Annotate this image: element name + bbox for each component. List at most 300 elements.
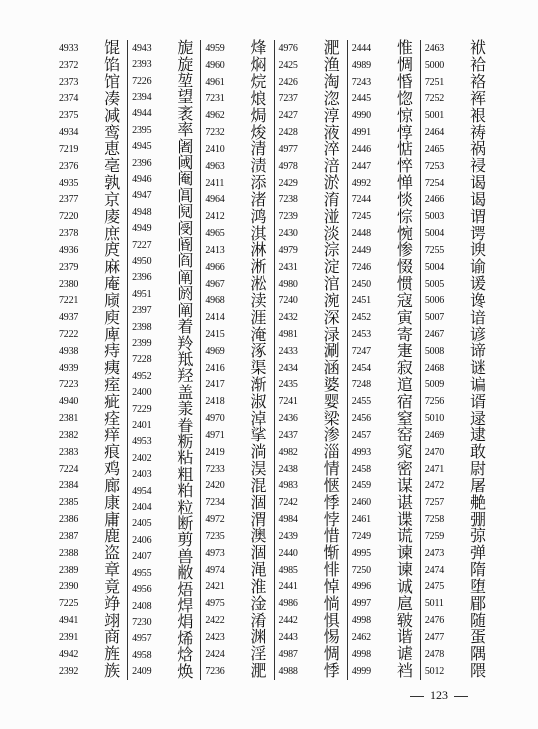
table-row (425, 461, 489, 478)
table-row (59, 475, 123, 495)
code-number: 2377 (59, 194, 79, 206)
character: 庼 (104, 290, 121, 310)
code-number: 2416 (205, 362, 225, 374)
code-number: 2434 (278, 362, 298, 374)
character: 情 (323, 459, 340, 479)
code-number: 4946 (132, 173, 152, 185)
code-number: 5001 (424, 110, 445, 122)
code-number: 7259 (424, 530, 445, 542)
character: 淝 (323, 38, 340, 58)
character: 粝 (177, 431, 194, 451)
code-number: 4965 (205, 228, 225, 240)
character: 悼 (323, 576, 340, 596)
table-row (205, 175, 269, 192)
code-number: 4998 (351, 648, 371, 660)
table-row (279, 208, 343, 225)
code-number: 7234 (205, 497, 225, 509)
character: 袷 (470, 55, 487, 75)
table-row (352, 461, 416, 478)
code-number: 2386 (59, 514, 79, 526)
table-row (425, 276, 489, 293)
character: 淆 (250, 610, 267, 630)
code-number: 4948 (132, 206, 152, 218)
code-number: 4936 (59, 244, 79, 256)
character: 羟 (177, 366, 194, 386)
character: 粘 (177, 448, 194, 468)
code-number: 5010 (424, 413, 445, 425)
character: 烺 (250, 88, 267, 108)
character: 悸 (323, 492, 340, 512)
character: 兽 (177, 546, 194, 566)
code-number: 2390 (59, 581, 79, 593)
character: 鸿 (250, 206, 267, 226)
table-row (352, 494, 416, 511)
character: 悱 (323, 560, 340, 580)
code-number: 2424 (205, 648, 225, 660)
character: 涴 (323, 290, 340, 310)
character: 湴 (323, 206, 340, 226)
code-number: 4992 (351, 177, 371, 189)
character: 袤 (177, 103, 194, 123)
table-row (279, 107, 343, 124)
code-number: 5011 (424, 598, 444, 610)
character: 羝 (177, 349, 194, 369)
code-number: 2372 (59, 59, 79, 71)
code-number: 4978 (278, 160, 298, 172)
table-row (132, 401, 196, 417)
table-row (132, 122, 196, 138)
character: 眷 (177, 415, 194, 435)
character: 鹿 (104, 526, 121, 546)
character: 焗 (250, 105, 267, 125)
table-row (425, 107, 489, 124)
character: 袼 (470, 72, 487, 92)
code-number: 4949 (132, 223, 152, 235)
code-number: 2442 (278, 615, 298, 627)
character: 族 (104, 661, 121, 681)
character: 惆 (396, 55, 413, 75)
character: 惦 (396, 139, 413, 159)
character: 敝 (177, 563, 194, 583)
code-number: 2391 (59, 631, 79, 643)
table-row (132, 319, 196, 335)
code-number: 7242 (278, 497, 298, 509)
character: 密 (396, 459, 413, 479)
code-number: 4950 (132, 255, 152, 267)
code-number: 2451 (351, 295, 371, 307)
character: 谑 (396, 644, 413, 664)
code-number: 4933 (59, 42, 79, 54)
character: 庾 (104, 307, 121, 327)
table-column (200, 40, 273, 680)
code-number: 2399 (132, 338, 152, 350)
table-row (205, 191, 269, 208)
character: 谌 (396, 492, 413, 512)
code-number: 2422 (205, 615, 225, 627)
code-number: 4967 (205, 278, 225, 290)
character: 窑 (396, 425, 413, 445)
table-row (424, 576, 489, 596)
character: 麻 (104, 257, 121, 277)
code-number: 4937 (59, 312, 79, 324)
character: 宿 (396, 391, 413, 411)
character: 弸 (470, 509, 487, 529)
character: 梁 (323, 408, 340, 428)
character: 寁 (396, 341, 413, 361)
table-row (424, 374, 489, 394)
table-column (127, 40, 200, 680)
character: 疵 (104, 391, 121, 411)
code-number: 2406 (132, 534, 152, 546)
code-number: 2395 (132, 124, 152, 136)
character: 凑 (104, 88, 121, 108)
table-row (59, 562, 123, 579)
character: 鸡 (104, 459, 121, 479)
character: 淝 (250, 661, 267, 681)
code-number: 7246 (351, 261, 371, 273)
table-row (425, 74, 489, 91)
code-number: 7258 (424, 514, 445, 526)
code-number: 7229 (132, 403, 152, 415)
code-number: 2409 (132, 666, 152, 678)
table-row (352, 663, 416, 680)
code-number: 4999 (351, 665, 371, 677)
character: 廊 (104, 475, 121, 495)
code-number: 7252 (424, 93, 445, 105)
table-row (59, 595, 123, 612)
table-row (279, 191, 343, 208)
table-row (59, 461, 123, 478)
code-number: 2453 (351, 328, 371, 340)
character: 惝 (323, 593, 340, 613)
table-row (425, 191, 489, 208)
character: 粕 (177, 481, 194, 501)
code-number: 2396 (132, 157, 152, 169)
character: 清 (250, 139, 267, 159)
character: 淄 (323, 442, 340, 462)
code-number: 2373 (59, 76, 79, 88)
table-row (425, 208, 489, 225)
code-number: 2412 (205, 211, 225, 223)
code-number: 7253 (424, 160, 445, 172)
table-row (352, 562, 416, 579)
character: 淯 (323, 189, 340, 209)
table-row (279, 595, 343, 612)
code-number: 4970 (205, 413, 225, 425)
code-number: 4957 (132, 633, 152, 645)
character: 谀 (470, 240, 487, 260)
code-number: 2473 (424, 547, 445, 559)
character: 惚 (396, 88, 413, 108)
table-row (352, 191, 416, 208)
code-number: 2437 (278, 429, 298, 441)
code-number: 4985 (278, 564, 298, 576)
character: 袱 (470, 38, 487, 58)
table-row (59, 292, 123, 309)
character: 望 (177, 87, 194, 107)
code-number: 2463 (424, 42, 445, 54)
code-number: 4976 (278, 42, 298, 54)
code-number: 7227 (132, 239, 152, 251)
code-number: 2461 (351, 514, 371, 526)
code-number: 2458 (351, 463, 371, 475)
character: 逭 (396, 374, 413, 394)
character: 馆 (104, 72, 121, 92)
character: 阍 (177, 235, 194, 255)
character: 添 (250, 173, 267, 193)
code-number: 2393 (132, 59, 152, 71)
table-row (351, 374, 416, 394)
character-code-table (55, 40, 493, 680)
code-number: 4940 (59, 396, 79, 408)
table-row (205, 475, 269, 495)
code-number: 2459 (351, 480, 371, 492)
code-number: 2465 (424, 143, 445, 155)
code-number: 4983 (278, 480, 298, 492)
character: 扈 (396, 593, 413, 613)
code-number: 7254 (424, 177, 445, 189)
code-number: 2407 (132, 551, 152, 563)
code-number: 4998 (351, 615, 371, 627)
table-row (278, 576, 343, 596)
character: 粒 (177, 497, 194, 517)
code-number: 4964 (205, 194, 225, 206)
character: 谒 (470, 189, 487, 209)
character: 痍 (104, 358, 121, 378)
character: 痕 (104, 442, 121, 462)
character: 惭 (323, 543, 340, 563)
character: 谓 (470, 206, 487, 226)
code-number: 4991 (351, 127, 371, 139)
code-number: 5012 (424, 665, 445, 677)
code-number: 2432 (278, 312, 298, 324)
table-row (132, 647, 196, 663)
character: 京 (104, 189, 121, 209)
code-number: 2426 (278, 76, 298, 88)
code-number: 2396 (132, 272, 152, 284)
code-number: 2425 (278, 59, 298, 71)
code-number: 7226 (132, 75, 152, 87)
character: 庳 (104, 324, 121, 344)
character: 谎 (396, 526, 413, 546)
code-number: 7240 (278, 295, 298, 307)
character: 随 (470, 610, 487, 630)
code-number: 7236 (205, 665, 225, 677)
code-number: 2414 (205, 312, 225, 324)
character: 涸 (250, 543, 267, 563)
character: 谕 (470, 257, 487, 277)
code-number: 2413 (205, 244, 225, 256)
character: 渌 (323, 324, 340, 344)
character: 惜 (323, 526, 340, 546)
code-number: 5009 (424, 379, 445, 391)
code-number: 2456 (351, 413, 371, 425)
code-number: 4986 (278, 598, 298, 610)
code-number: 2447 (351, 160, 371, 172)
code-number: 2445 (351, 93, 371, 105)
code-number: 7231 (205, 93, 225, 105)
table-row (352, 276, 416, 293)
table-row (425, 90, 489, 107)
character: 挲 (250, 425, 267, 445)
character: 减 (104, 105, 121, 125)
character: 婴 (323, 391, 340, 411)
code-number: 4972 (205, 514, 225, 526)
table-row (279, 90, 343, 107)
table-column (55, 40, 127, 680)
table-row (132, 483, 196, 499)
code-number: 2464 (424, 127, 445, 139)
code-number: 2438 (278, 463, 298, 475)
code-number: 5000 (424, 59, 445, 71)
character: 旋 (177, 54, 194, 74)
table-row (279, 562, 343, 579)
character: 羚 (177, 333, 194, 353)
character: 庵 (104, 274, 121, 294)
code-number: 4981 (278, 328, 298, 340)
character: 逮 (470, 425, 487, 445)
character: 惔 (396, 189, 413, 209)
character: 渚 (250, 189, 267, 209)
character: 寂 (396, 358, 413, 378)
character: 痔 (104, 341, 121, 361)
character: 隅 (470, 644, 487, 664)
code-number: 2471 (424, 463, 445, 475)
table-row (279, 292, 343, 309)
character: 盖 (177, 382, 194, 402)
code-number: 7238 (278, 194, 298, 206)
code-number: 4973 (205, 547, 225, 559)
code-number: 2421 (205, 581, 225, 593)
table-row (424, 475, 489, 495)
code-number: 2379 (59, 261, 79, 273)
code-number: 2388 (59, 547, 79, 559)
code-number: 4956 (132, 584, 152, 596)
table-row (425, 309, 489, 326)
table-row (59, 494, 123, 511)
character: 涵 (323, 358, 340, 378)
code-number: 4988 (278, 665, 298, 677)
code-number: 7224 (59, 463, 79, 475)
code-number: 4997 (351, 598, 371, 610)
character: 淦 (250, 593, 267, 613)
table-row (205, 107, 269, 124)
table-row (59, 663, 123, 680)
table-column (347, 40, 420, 680)
character: 涪 (323, 156, 340, 176)
character: 寇 (396, 290, 413, 310)
character: 诚 (396, 576, 413, 596)
character: 翊 (104, 610, 121, 630)
character: 旌 (104, 644, 121, 664)
character: 渎 (250, 290, 267, 310)
character: 淋 (250, 240, 267, 260)
code-number: 4982 (278, 446, 298, 458)
character: 烽 (250, 38, 267, 58)
character: 悰 (396, 206, 413, 226)
character: 深 (323, 307, 340, 327)
code-number: 2404 (132, 502, 152, 514)
code-number: 4975 (205, 598, 225, 610)
code-number: 2472 (424, 480, 445, 492)
table-row (352, 309, 416, 326)
character: 阇 (177, 136, 194, 156)
code-number: 4962 (205, 110, 225, 122)
character: 谖 (470, 274, 487, 294)
code-number: 7237 (278, 93, 298, 105)
table-row (132, 663, 196, 679)
character: 蛋 (470, 627, 487, 647)
character: 渑 (250, 560, 267, 580)
code-number: 5003 (424, 211, 445, 223)
table-row (205, 663, 269, 680)
code-number: 2427 (278, 110, 298, 122)
code-number: 2381 (59, 413, 79, 425)
character: 堃 (177, 71, 194, 91)
table-row (59, 208, 123, 225)
character: 寅 (396, 307, 413, 327)
code-number: 2397 (132, 305, 152, 317)
code-number: 4971 (205, 429, 225, 441)
character: 谙 (470, 307, 487, 327)
table-row (205, 292, 269, 309)
table-row (279, 494, 343, 511)
code-number: 2389 (59, 564, 79, 576)
code-number: 2452 (351, 312, 371, 324)
character: 惮 (396, 173, 413, 193)
table-row (279, 276, 343, 293)
code-number: 2430 (278, 228, 298, 240)
character: 焆 (177, 612, 194, 632)
table-row (205, 562, 269, 579)
character: 烯 (177, 628, 194, 648)
character: 淑 (250, 391, 267, 411)
character: 皲 (396, 610, 413, 630)
character: 竫 (104, 593, 121, 613)
character: 阎 (177, 251, 194, 271)
character: 谜 (470, 358, 487, 378)
code-number: 2382 (59, 429, 79, 441)
character: 淌 (250, 442, 267, 462)
character: 焖 (250, 55, 267, 75)
code-number: 2403 (132, 469, 152, 481)
code-number: 2378 (59, 228, 79, 240)
character: 淫 (250, 644, 267, 664)
table-row (59, 175, 123, 192)
character: 婆 (323, 374, 340, 394)
table-row (59, 90, 123, 107)
code-number: 2454 (351, 362, 371, 374)
character: 谋 (396, 475, 413, 495)
character: 阐 (177, 300, 194, 320)
character: 堕 (470, 576, 487, 596)
character: 隈 (470, 661, 487, 681)
table-row (352, 595, 416, 612)
code-number: 2436 (278, 413, 298, 425)
code-number: 4984 (278, 514, 298, 526)
character: 谒 (470, 173, 487, 193)
table-row (278, 475, 343, 495)
code-number: 2410 (205, 143, 225, 155)
code-number: 4974 (205, 564, 225, 576)
character: 阈 (177, 153, 194, 173)
code-number: 5005 (424, 278, 445, 290)
character: 渊 (250, 627, 267, 647)
code-number: 4979 (278, 244, 298, 256)
table-row (425, 292, 489, 309)
code-number: 2439 (278, 530, 298, 542)
character: 艴 (470, 492, 487, 512)
